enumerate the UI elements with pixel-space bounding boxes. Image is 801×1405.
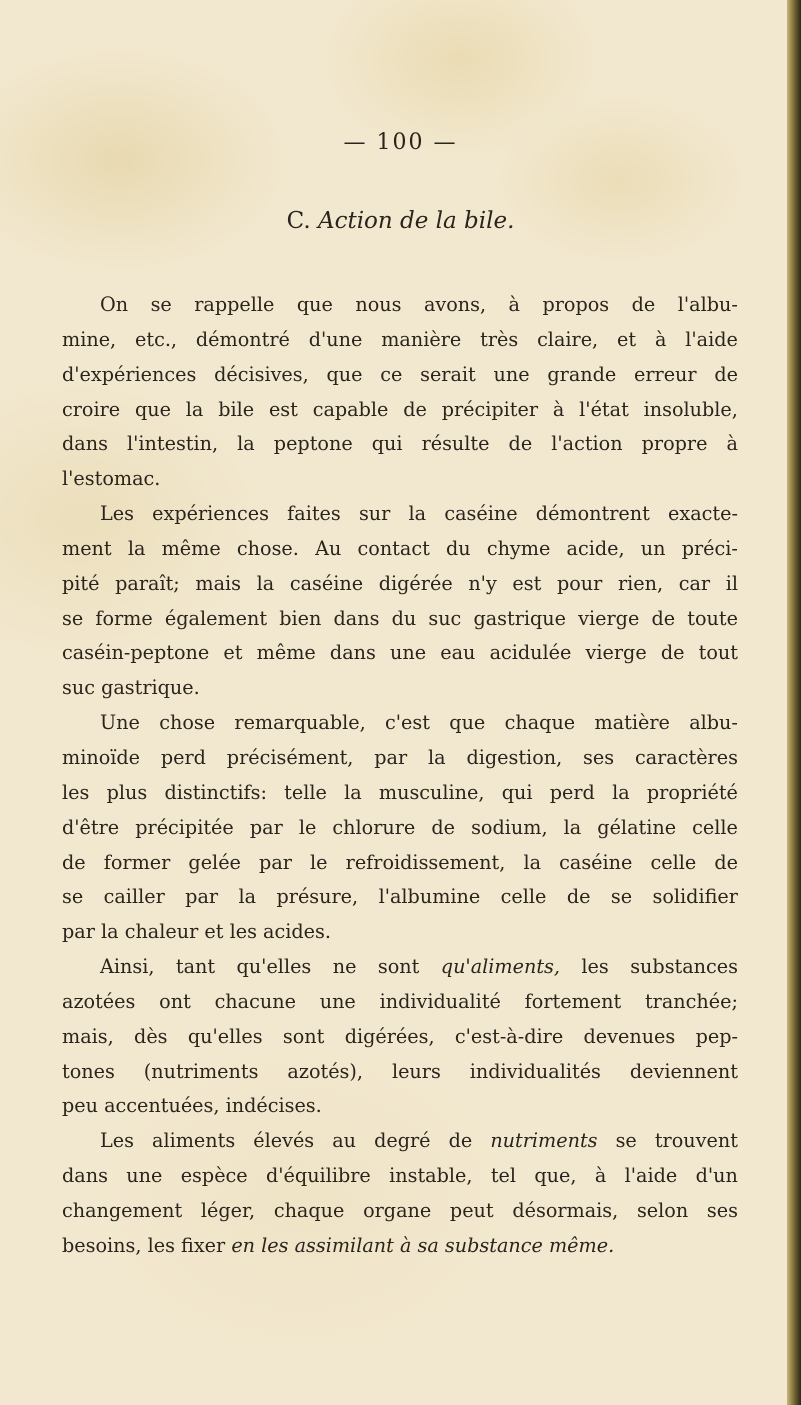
text-line: [62, 846, 738, 881]
word: précisément,: [226, 745, 354, 769]
word: que: [134, 397, 171, 421]
word: tones: [62, 1059, 115, 1083]
word: une: [126, 1164, 163, 1188]
word: digérées,: [344, 1024, 435, 1048]
word: par: [62, 920, 95, 944]
word: accentuées,: [104, 1094, 220, 1118]
word: d'une: [308, 327, 363, 351]
word: que: [296, 293, 333, 316]
word: même: [256, 641, 316, 665]
word: matière: [594, 711, 670, 735]
word: de: [651, 606, 676, 630]
word: du: [445, 536, 471, 560]
word: léger,: [200, 1198, 256, 1222]
word: pep-: [695, 1024, 738, 1048]
word: une: [493, 362, 530, 386]
word: acides.: [263, 920, 331, 944]
word: dans: [329, 641, 376, 665]
word: nous: [355, 293, 402, 316]
word: bile: [218, 397, 255, 421]
word: erreur: [634, 362, 697, 386]
text-line: [62, 532, 738, 567]
text-line: [62, 636, 738, 671]
word: de: [566, 885, 591, 909]
word: gelée: [188, 850, 241, 874]
word: les: [581, 955, 609, 979]
word: degré: [374, 1129, 431, 1153]
word: dans: [62, 1164, 108, 1188]
word: par: [259, 850, 292, 874]
word: ont: [159, 989, 191, 1013]
word: même.: [548, 1233, 615, 1257]
word: par: [249, 815, 283, 839]
word: peu: [62, 1094, 98, 1118]
word: digérée: [378, 571, 453, 595]
word: chacune: [214, 989, 296, 1013]
word: tranchée;: [644, 989, 738, 1013]
word: résulte: [421, 432, 490, 456]
word: perd: [160, 745, 206, 769]
word: la: [408, 502, 427, 526]
word: une: [319, 989, 356, 1013]
word: d'équilibre: [266, 1164, 371, 1188]
word: dans: [62, 432, 108, 456]
word: pour: [556, 571, 603, 595]
word: propriété: [646, 780, 738, 804]
word: du: [391, 606, 417, 630]
word: gastrique: [473, 606, 567, 630]
word: de: [62, 850, 86, 874]
word: d'expériences: [62, 362, 197, 386]
word: Une: [100, 711, 140, 735]
word: ne: [332, 955, 357, 979]
word: croire: [62, 397, 121, 421]
word: ses: [706, 1198, 738, 1222]
word: l'état: [579, 397, 629, 421]
word: chyme: [486, 536, 551, 560]
word: qu'elles: [236, 955, 312, 979]
word: mais,: [62, 1024, 114, 1048]
word: minoïde: [62, 745, 141, 769]
word: caséine: [444, 502, 518, 526]
word: la: [101, 920, 119, 944]
word: qui: [501, 780, 533, 804]
text-line: [62, 1194, 738, 1229]
word: est: [268, 397, 298, 421]
word: (nutriments: [143, 1059, 259, 1083]
word: peut: [449, 1198, 494, 1222]
word: à: [399, 1233, 412, 1257]
word: la: [238, 885, 257, 909]
word: perd: [549, 780, 595, 804]
text-line: [62, 985, 738, 1020]
word: selon: [636, 1198, 689, 1222]
word: faites: [287, 502, 341, 526]
word: le: [310, 850, 328, 874]
word: nutriments: [490, 1129, 598, 1153]
word: chaleur: [124, 920, 199, 944]
word: espèce: [180, 1164, 248, 1188]
word: sont: [377, 955, 420, 979]
word: besoins,: [62, 1233, 142, 1257]
word: l'albu-: [677, 293, 738, 316]
word: un: [640, 536, 666, 560]
text-line: [62, 671, 738, 706]
word: individualités: [469, 1059, 601, 1083]
word: la: [428, 745, 446, 769]
word: organe: [363, 1198, 432, 1222]
word: la: [523, 850, 542, 874]
word: la: [127, 536, 146, 560]
word: se: [62, 885, 84, 909]
word: former: [103, 850, 171, 874]
word: la: [344, 780, 362, 804]
word: propre: [641, 432, 708, 456]
page-number: — 100 —: [343, 130, 458, 155]
word: en: [231, 1233, 256, 1257]
word: suc: [62, 676, 95, 700]
text-line: [62, 1124, 738, 1159]
text-line: [62, 706, 738, 741]
word: d'être: [62, 815, 120, 839]
word: remarquable,: [234, 711, 366, 735]
word: les: [147, 1233, 175, 1257]
word: etc.,: [135, 327, 178, 351]
word: la: [612, 780, 630, 804]
word: désormais,: [512, 1198, 619, 1222]
word: à: [508, 293, 520, 316]
word: caséine: [289, 571, 364, 595]
word: Au: [315, 536, 342, 560]
word: ment: [62, 536, 112, 560]
word: l'action: [551, 432, 623, 456]
word: aliments: [152, 1129, 236, 1153]
word: démontré: [195, 327, 290, 351]
word: changement: [62, 1198, 183, 1222]
word: chaque: [273, 1198, 345, 1222]
word: même: [161, 536, 221, 560]
text-line: [62, 741, 738, 776]
text-line: [62, 358, 738, 393]
word: de: [714, 362, 738, 386]
text-line: [62, 462, 738, 497]
word: d'un: [695, 1164, 738, 1188]
word: décisives,: [214, 362, 309, 386]
word: indécises.: [225, 1094, 322, 1118]
word: dès: [134, 1024, 168, 1048]
word: une: [390, 641, 427, 665]
word: expériences: [152, 502, 269, 526]
text-line: [62, 567, 738, 602]
word: se: [62, 606, 84, 630]
word: et: [204, 920, 224, 944]
word: instable,: [389, 1164, 473, 1188]
text-line: [62, 602, 738, 637]
word: telle: [284, 780, 327, 804]
word: paraît;: [115, 571, 180, 595]
word: par: [185, 885, 219, 909]
word: forme: [95, 606, 153, 630]
word: caséine: [559, 850, 633, 874]
word: à: [654, 327, 667, 351]
text-line: [62, 1159, 738, 1194]
word: vierge: [585, 641, 647, 665]
section-letter: C.: [286, 208, 311, 234]
word: les: [229, 920, 257, 944]
word: peptone: [273, 432, 353, 456]
word: qui: [371, 432, 403, 456]
word: cailler: [103, 885, 165, 909]
word: l'albumine: [378, 885, 481, 909]
word: Ainsi,: [100, 955, 155, 979]
word: l'aide: [624, 1164, 678, 1188]
word: rappelle: [194, 293, 275, 316]
section-heading: [0, 208, 801, 234]
word: à: [726, 432, 738, 456]
word: chaque: [504, 711, 576, 735]
word: de: [403, 397, 427, 421]
word: précipiter: [441, 397, 539, 421]
word: albu-: [689, 711, 738, 735]
word: à: [594, 1164, 607, 1188]
word: très: [480, 327, 519, 351]
word: ses: [583, 745, 615, 769]
text-line: [62, 776, 738, 811]
word: et: [223, 641, 243, 665]
word: que,: [534, 1164, 577, 1188]
word: qu'aliments,: [440, 955, 560, 979]
word: musculine,: [378, 780, 485, 804]
word: celle: [500, 885, 547, 909]
word: manière: [381, 327, 462, 351]
text-line: [62, 497, 738, 532]
word: chlorure: [332, 815, 416, 839]
word: également: [164, 606, 268, 630]
word: c'est: [385, 711, 430, 735]
text-line: [62, 288, 738, 323]
word: chose.: [236, 536, 299, 560]
word: caséin-peptone: [62, 641, 210, 665]
word: serait: [420, 362, 476, 386]
word: qu'elles: [187, 1024, 263, 1048]
word: se: [150, 293, 172, 316]
word: distinctifs:: [164, 780, 267, 804]
word: l'intestin,: [126, 432, 219, 456]
word: deviennent: [629, 1059, 738, 1083]
word: la: [185, 397, 204, 421]
word: il: [725, 571, 738, 595]
word: rien,: [617, 571, 664, 595]
word: assimilant: [294, 1233, 394, 1257]
word: leurs: [391, 1059, 441, 1083]
word: On: [100, 293, 129, 316]
text-line: [62, 323, 738, 358]
word: suc: [428, 606, 462, 630]
word: de: [714, 850, 738, 874]
word: de: [448, 1129, 473, 1153]
text-line: [62, 880, 738, 915]
word: tant: [175, 955, 216, 979]
word: celle: [692, 815, 738, 839]
section-title: Action de la bile.: [317, 208, 515, 234]
word: avons,: [423, 293, 487, 316]
word: la: [237, 432, 255, 456]
word: de: [631, 293, 656, 316]
word: car: [678, 571, 711, 595]
word: Les: [100, 1129, 134, 1153]
word: sur: [358, 502, 391, 526]
word: démontrent: [535, 502, 650, 526]
word: mine,: [62, 327, 117, 351]
word: claire,: [537, 327, 599, 351]
word: préci-: [681, 536, 738, 560]
word: se: [615, 1129, 637, 1153]
word: propos: [542, 293, 610, 316]
word: dans: [333, 606, 380, 630]
word: l'aide: [685, 327, 738, 351]
word: acidulée: [489, 641, 572, 665]
word: trouvent: [654, 1129, 738, 1153]
word: n'y: [468, 571, 497, 595]
word: élevés: [253, 1129, 315, 1153]
text-line: [62, 1020, 738, 1055]
word: acide,: [566, 536, 625, 560]
word: eau: [440, 641, 476, 665]
word: substance: [444, 1233, 543, 1257]
word: celle: [650, 850, 697, 874]
word: mais: [195, 571, 242, 595]
word: que: [326, 362, 363, 386]
word: tout: [698, 641, 738, 665]
text-line: [62, 1229, 738, 1264]
word: refroidissement,: [345, 850, 506, 874]
word: grande: [547, 362, 617, 386]
word: gélatine: [597, 815, 677, 839]
text-line: [62, 393, 738, 428]
word: sont: [282, 1024, 325, 1048]
word: gastrique.: [101, 676, 200, 700]
word: fixer: [181, 1233, 226, 1257]
word: exacte-: [668, 502, 738, 526]
word: la: [256, 571, 275, 595]
word: caractères: [634, 745, 738, 769]
word: l'estomac.: [62, 467, 161, 491]
body-text: [62, 288, 738, 1264]
word: les: [62, 780, 90, 804]
word: fortement: [524, 989, 622, 1013]
word: devenues: [583, 1024, 676, 1048]
text-line: [62, 1055, 738, 1090]
word: est: [512, 571, 542, 595]
word: contact: [357, 536, 430, 560]
word: solidifier: [652, 885, 738, 909]
text-line: [62, 950, 738, 985]
word: capable: [312, 397, 389, 421]
word: digestion,: [466, 745, 563, 769]
word: pité: [62, 571, 100, 595]
word: sa: [417, 1233, 439, 1257]
word: présure,: [276, 885, 359, 909]
word: substances: [630, 955, 738, 979]
word: Les: [100, 502, 134, 526]
word: les: [261, 1233, 289, 1257]
word: azotées: [62, 989, 136, 1013]
word: le: [298, 815, 317, 839]
text-line: [62, 915, 738, 950]
word: insoluble,: [643, 397, 738, 421]
word: ce: [380, 362, 403, 386]
word: toute: [687, 606, 738, 630]
word: de: [508, 432, 533, 456]
word: individualité: [379, 989, 501, 1013]
word: c'est-à-dire: [454, 1024, 564, 1048]
word: que: [449, 711, 486, 735]
word: chose: [159, 711, 216, 735]
word: à: [552, 397, 565, 421]
word: de: [660, 641, 685, 665]
word: par: [374, 745, 408, 769]
word: se: [610, 885, 633, 909]
text-line: [62, 427, 738, 462]
word: la: [563, 815, 582, 839]
word: précipitée: [135, 815, 234, 839]
word: bien: [279, 606, 322, 630]
word: et: [617, 327, 637, 351]
word: sodium,: [471, 815, 548, 839]
word: azotés),: [287, 1059, 363, 1083]
word: au: [332, 1129, 357, 1153]
text-line: [62, 811, 738, 846]
word: tel: [490, 1164, 517, 1188]
word: vierge: [578, 606, 640, 630]
text-line: [62, 1089, 738, 1124]
word: de: [431, 815, 455, 839]
word: plus: [106, 780, 148, 804]
